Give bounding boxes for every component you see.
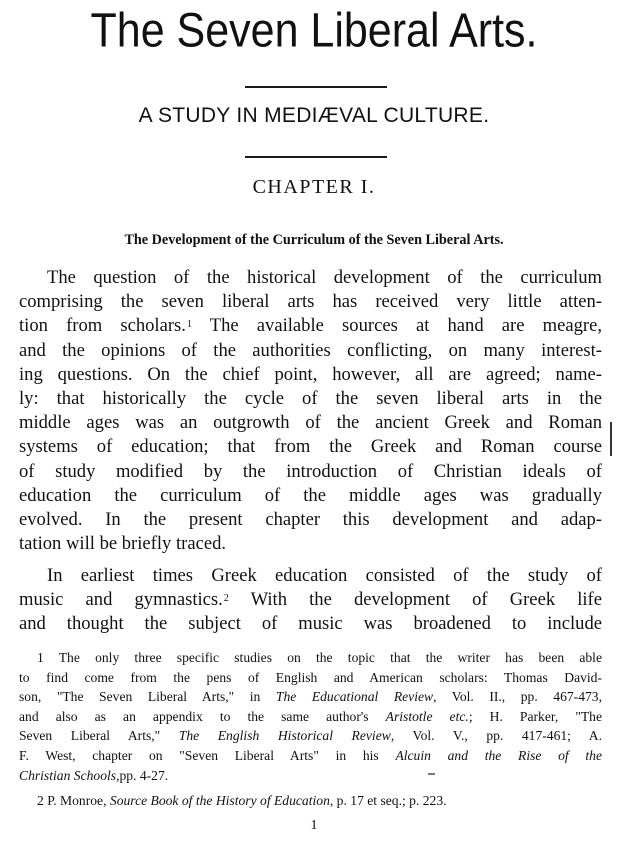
paragraph-2	[19, 564, 602, 637]
footnote-line: 2 P. Monroe, Source Book of the History of Education, p. 17 et seq.; p. 223.	[37, 793, 447, 809]
text-line: and the opinions of the authorities conflicting, on many interest-	[19, 339, 602, 361]
footnote-line: Seven Liberal Arts," The English Historical Review, Vol. V., pp. 417-461; A.	[19, 728, 602, 744]
text-line: tion from scholars.$^1$ The available sources at hand are meagre,	[19, 315, 602, 337]
footnote-ref: 2	[223, 593, 229, 605]
text-line: comprising the seven liberal arts has received very little atten-	[19, 291, 602, 313]
text-line: ing questions. On the chief point, however, all are agreed; name-	[19, 363, 602, 385]
subtitle-divider	[245, 156, 387, 158]
book-subtitle: A STUDY IN MEDIÆVAL CULTURE.	[138, 104, 490, 127]
footnote-line: 1 The only three specific studies on the topic that the writer has been able	[37, 650, 602, 665]
text-line: In earliest times Greek education consisted of the study of	[47, 565, 602, 586]
text-line: systems of education; that from the Greek and Roman course	[19, 436, 602, 458]
footnote-1	[19, 648, 602, 785]
paragraph-1	[19, 266, 602, 556]
margin-mark	[610, 422, 612, 456]
text-line: The question of the historical development of the curriculum	[47, 267, 602, 288]
title-divider	[245, 86, 387, 88]
stray-mark	[428, 773, 435, 775]
page-number: 1	[310, 818, 318, 833]
footnote-line: to find come from the pens of English and American scholars: Thomas David-	[19, 669, 602, 685]
footnote-line: F. West, chapter on "Seven Liberal Arts" in his Alcuin and the Rise of the	[19, 747, 603, 763]
footnote-line: and also as an appendix to the same author's Aristotle etc.; H. Parker, "The	[19, 708, 603, 724]
text-line: middle ages was an outgrowth of the ancient Greek and Roman	[19, 412, 602, 434]
book-title: The Seven Liberal Arts.	[90, 4, 538, 58]
text-line: education the curriculum of the middle ages was gradually	[19, 484, 602, 506]
text-line: music and gymnastics.$^2$ With the development of Greek life	[19, 589, 602, 611]
section-heading: The Development of the Curriculum of the Seven Liberal Arts.	[124, 232, 504, 248]
text-line: ly: that historically the cycle of the seven liberal arts in the	[19, 388, 602, 410]
footnote-ref: 1	[186, 319, 192, 331]
footnote-line: Christian Schools,pp. 4-27.	[19, 767, 169, 783]
footnotes	[19, 648, 602, 811]
footnote-2	[19, 791, 602, 811]
text-line: tation will be briefly traced.	[19, 533, 227, 555]
text-line: and thought the subject of music was broadened to include	[19, 613, 602, 635]
text-line: of study modified by the introduction of Christian ideals of	[19, 460, 602, 482]
footnote-line: son, "The Seven Liberal Arts," in The Educational Review, Vol. II., pp. 467-473,	[19, 689, 602, 705]
text-line: evolved. In the present chapter this development and adap-	[19, 509, 602, 531]
chapter-heading: CHAPTER I.	[252, 176, 376, 198]
